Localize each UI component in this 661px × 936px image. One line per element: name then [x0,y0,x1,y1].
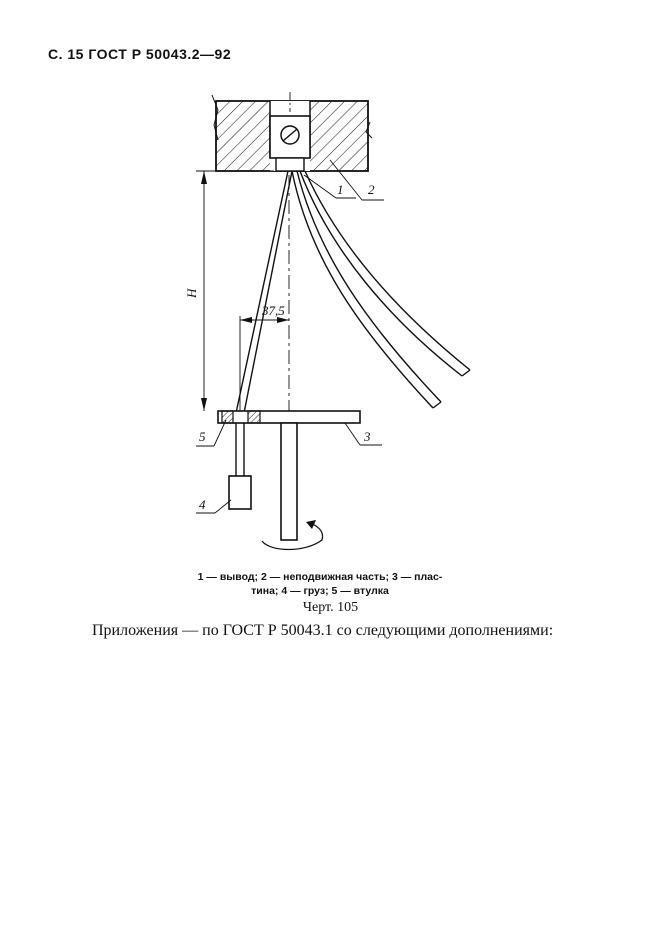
dimension-label: 37,5 [262,303,285,318]
lead-wire [236,171,292,413]
callout-5: 5 [199,429,206,444]
page-header: С. 15 ГОСТ Р 50043.2—92 [48,46,232,62]
callout-3: 3 [364,429,371,444]
fixed-block [212,92,372,171]
figure-legend [150,570,490,598]
height-dimension [184,171,274,411]
callout-1: 1 [337,182,344,197]
figure-caption: Черт. 105 [302,600,359,615]
weight [229,423,251,509]
legend-line-2: тина; 4 — груз; 5 — втулка [251,585,389,597]
height-label: H [184,288,199,298]
callout-4: 4 [199,497,206,512]
callout-2: 2 [368,182,375,197]
deflected-leads [292,171,470,408]
body-paragraph: Приложения — по ГОСТ Р 50043.1 со следующими дополнениями: [92,622,554,639]
legend-line-1: 1 — вывод; 2 — неподвижная часть; 3 — плас- [197,571,443,583]
